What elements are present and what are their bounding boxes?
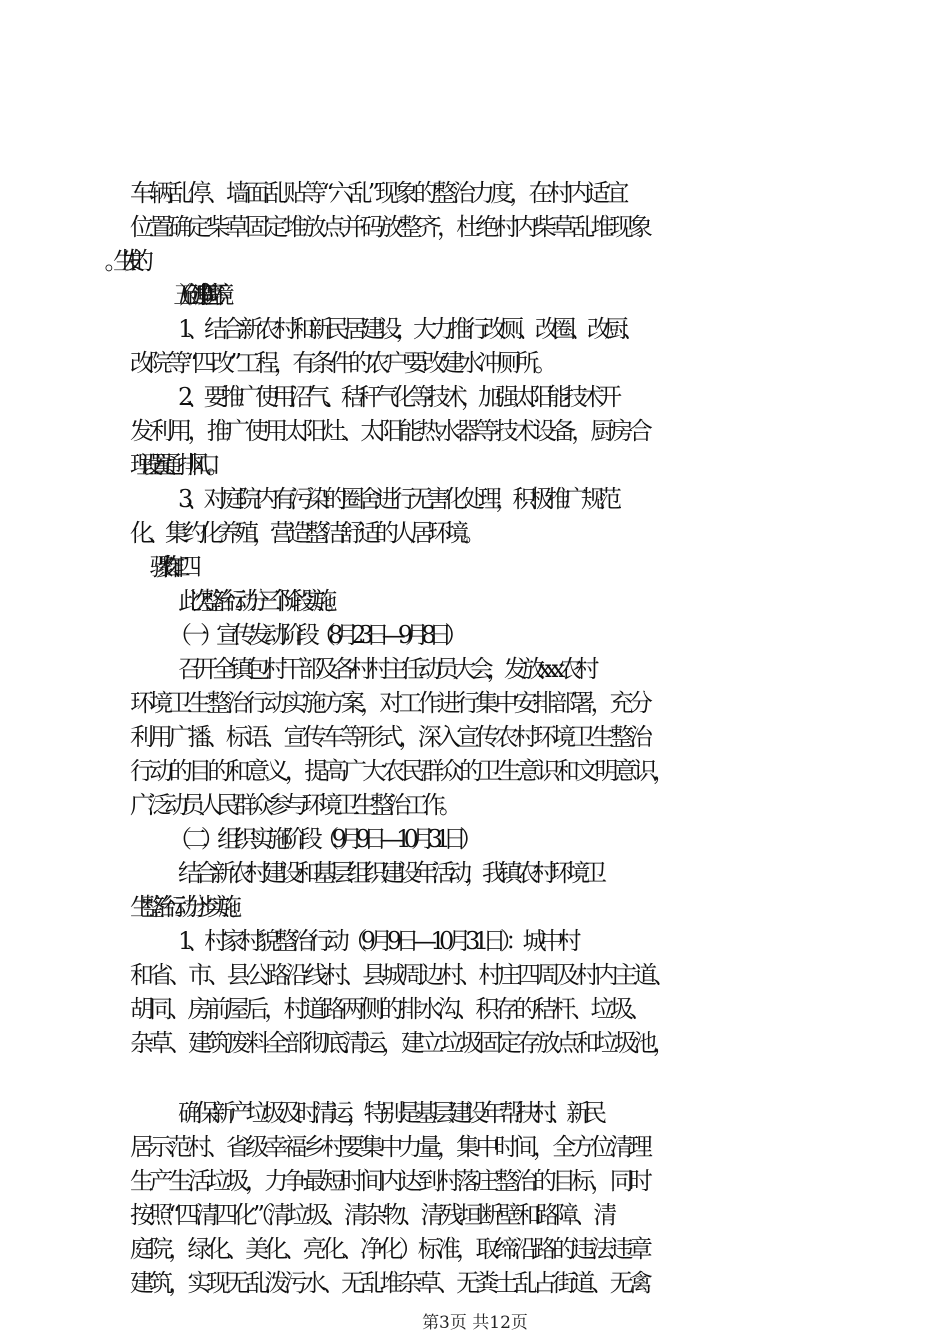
text-line: 利用广播、标语、宣传车等形式，深入宣传农村环境卫生整治	[130, 723, 648, 751]
text-line: 庭院，绿化、美化、亮化、净化）标准，取缔沿路的违法违章	[130, 1235, 648, 1263]
text-line: 位置确定柴草固定堆放点并码放整齐，杜绝村内柴草乱堆现象	[130, 213, 648, 241]
text-line: 确保新产垃圾及时清运，特别是基层建设年帮扶村、新民	[178, 1099, 600, 1127]
text-line: 生整治行动分步实施。	[130, 893, 240, 921]
text-line: 发利用，推广使用太阳灶、太阳能热水器等技术设备，厨房合	[130, 417, 648, 445]
section-heading: （二）组织实施阶段（9月9日—10月31日）	[168, 825, 476, 853]
text-line: 1、结合新农村和新民居建设，大力推行改厕、改圈、改厨、	[178, 315, 640, 343]
section-heading	[0, 550, 835, 584]
text-line: 行动的目的和意义，提高广大农民群众的卫生意识和文明意识，	[130, 757, 672, 785]
text-line: 杂草、建筑废料全部彻底清运，建立垃圾固定存放点和垃圾池，	[130, 1029, 672, 1057]
text-line: 建筑，实现无乱泼污水、无乱堆杂草、无粪土乱占街道、无禽	[130, 1269, 648, 1297]
text-line: 改院等“四改”工程，有条件的农户要改建水冲厕所。	[130, 349, 553, 377]
text-line: 和省、市、县公路沿线村、县城周边村、村庄四周及村内主道、	[130, 961, 672, 989]
text-line: 结合新农村建设和基层组织建设年活动，我镇农村环境卫	[178, 859, 600, 887]
text-line	[0, 244, 835, 278]
section-heading: （五）创建庭院环境	[168, 281, 216, 309]
text-line: 此次整治行动分三个阶段实施。	[178, 587, 336, 615]
text-line: 车辆乱停、墙面乱贴等“六乱”现象的整治力度，在村内适宜	[130, 179, 625, 207]
text-line: 按照“四清四化”（清垃圾、清杂物、清残垣断壁和路障、清	[130, 1201, 613, 1229]
text-line: 理设置通、排风口。	[130, 451, 216, 479]
text-line: 胡同、房前屋后，村道路两侧的排水沟、积存的秸杆、垃圾、	[130, 995, 648, 1023]
text-line: 化、集约化养殖，营造整洁舒适的人居环境。	[130, 519, 480, 547]
text-line: 2、要推广使用沼气、秸秆气化等技术，加强太阳能技术开	[178, 383, 616, 411]
text-line: 召开全镇包村干部及各村村主任动员大会，发放xxx农村	[178, 655, 593, 683]
text-line: 1、村家村貌整治行动（9月9日—10月31日）：城中村	[178, 927, 575, 955]
text-line: 3、对庭院内有污染的圈舍进行无害化处理，积极推广规范	[178, 485, 616, 513]
text-line: 广泛动员人民群众参与环境卫生整治工作。	[130, 791, 456, 819]
page-number-footer: 第3页 共12页	[422, 1313, 528, 1333]
text-line: 居示范村、省级幸福乡村要集中力量，集中时间，全方位清理	[130, 1133, 648, 1161]
section-heading: （一）宣传发动阶段（8月23日—9月8日）	[168, 621, 461, 649]
text-line: 环境卫生整治行动实施方案，对工作进行集中安排部署，充分	[130, 689, 648, 717]
text-line: 生产生活垃圾，力争最短时间内达到村落庄整治的目标，同时	[130, 1167, 648, 1195]
